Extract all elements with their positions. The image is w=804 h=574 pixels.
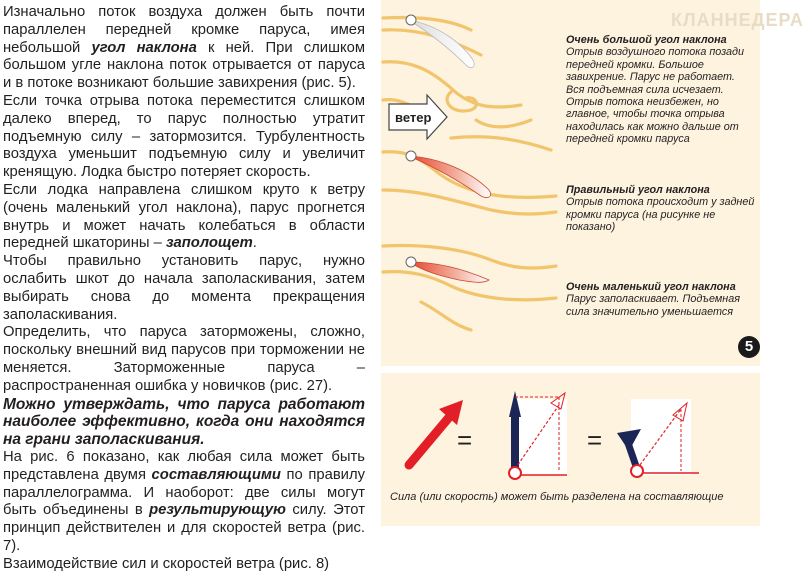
mast-icon (406, 151, 416, 161)
body-text: Изначально поток воздуха должен быть почти параллелен передней кромке паруса, имея небольшой (3, 4, 365, 56)
figure-6-diagram (381, 373, 760, 488)
mast-icon (406, 257, 416, 267)
equals-sign-2: = (587, 425, 603, 455)
body-text: Если точка отрыва потока переместится слишком далеко вперед, то парус полностью утратит подъемную силу – затормозится. Турбулентность воздуха уменьшит подъемную силу и увеличит кренящую. Лодка быстро потеряет скорость. (3, 92, 365, 181)
emphasis-text: результирующую (149, 502, 286, 519)
paragraph-2 (3, 93, 365, 182)
caption-large-angle-body: Отрыв воздушного потока позади передней кромки. Большое завихрение. Парус не работает. Вся подъемная сила исчезает. Отрыв потока неизбежен, но главное, чтобы точка отрыва находилась как можно дальше от передней кромки паруса (566, 46, 745, 146)
caption-small-angle (566, 281, 756, 318)
emphasis-text: угол наклона (91, 39, 197, 56)
paragraph-4 (3, 253, 365, 324)
sail-diagram-3 (383, 246, 556, 330)
sail-diagram-2 (383, 137, 556, 214)
figure-5-panel (381, 0, 804, 366)
emphasis-text: Можно утверждать, что паруса работают наиболее эффективно, когда они находятся на грани заполаскивания. (3, 395, 365, 449)
caption-large-angle-title: Очень большой угол наклона (566, 34, 727, 46)
paragraph-5 (3, 324, 365, 395)
emphasis-text: заполощет (165, 235, 253, 252)
sail-shape-3 (409, 262, 489, 282)
ghost-heading: КЛАННЕДЕРА (671, 10, 804, 30)
body-text: Взаимодействие сил и скоростей ветра (рис. 8) (3, 555, 330, 572)
paragraph-7 (3, 449, 365, 556)
paragraph-3 (3, 182, 365, 253)
equals-sign-1: = (457, 425, 473, 455)
body-text: по правилу параллелограмма. И наоборот: две силы могут быть объединены в (3, 466, 365, 519)
body-text: На рис. 6 показано, как любая сила может быть представлена двумя (3, 448, 365, 483)
resultant-force-arrow-icon (409, 400, 463, 465)
emphasis-text: составляющими (151, 466, 281, 483)
decomposition-diagram-2 (617, 399, 699, 477)
paragraph-8 (3, 556, 365, 574)
caption-small-angle-body: Парус заполаскивает. Подъемная сила значительно уменьшается (566, 293, 741, 318)
mast-icon (406, 15, 416, 25)
body-text: силу. Этот принцип действителен и для скоростей ветра (рис. 7). (3, 502, 365, 554)
key-statement (3, 396, 365, 449)
body-text: Если лодка направлена слишком круто к ветру (очень маленький угол наклона), парус прогнется внутрь и может начать колебаться в области передней шкаторины – (3, 181, 365, 252)
caption-large-angle (566, 34, 756, 146)
body-text: . (252, 235, 257, 252)
wind-label: ветер (395, 110, 432, 125)
figure-6-panel (381, 373, 760, 526)
paragraph-1 (3, 4, 365, 93)
body-text: Чтобы правильно установить парус, нужно ослабить шкот до начала заполаскивания, затем выбирать снова до момента прекращения заполаскивания. (3, 253, 365, 323)
caption-correct-angle-title: Правильный угол наклона (566, 184, 710, 196)
caption-correct-angle (566, 184, 756, 234)
body-text: Определить, что паруса заторможены, сложно, поскольку внешний вид парусов при торможении не меняется. Заторможенные паруса – распространенная ошибка у новичков (рис. 27). (3, 324, 365, 394)
caption-correct-angle-body: Отрыв потока происходит у задней кромки паруса (на рисунке не показано) (566, 196, 755, 234)
figure-6-caption: Сила (или скорость) может быть разделена на составляющие (390, 491, 724, 503)
body-text: к ней. При слишком большом угле наклона поток отрывается от паруса и в потоке возникают большие завихрения (рис. 5). (3, 39, 365, 92)
decomposition-diagram-1 (509, 391, 567, 479)
figure-number-badge: 5 (738, 336, 760, 358)
caption-small-angle-title: Очень маленький угол наклона (566, 281, 736, 293)
article-text (3, 4, 365, 572)
